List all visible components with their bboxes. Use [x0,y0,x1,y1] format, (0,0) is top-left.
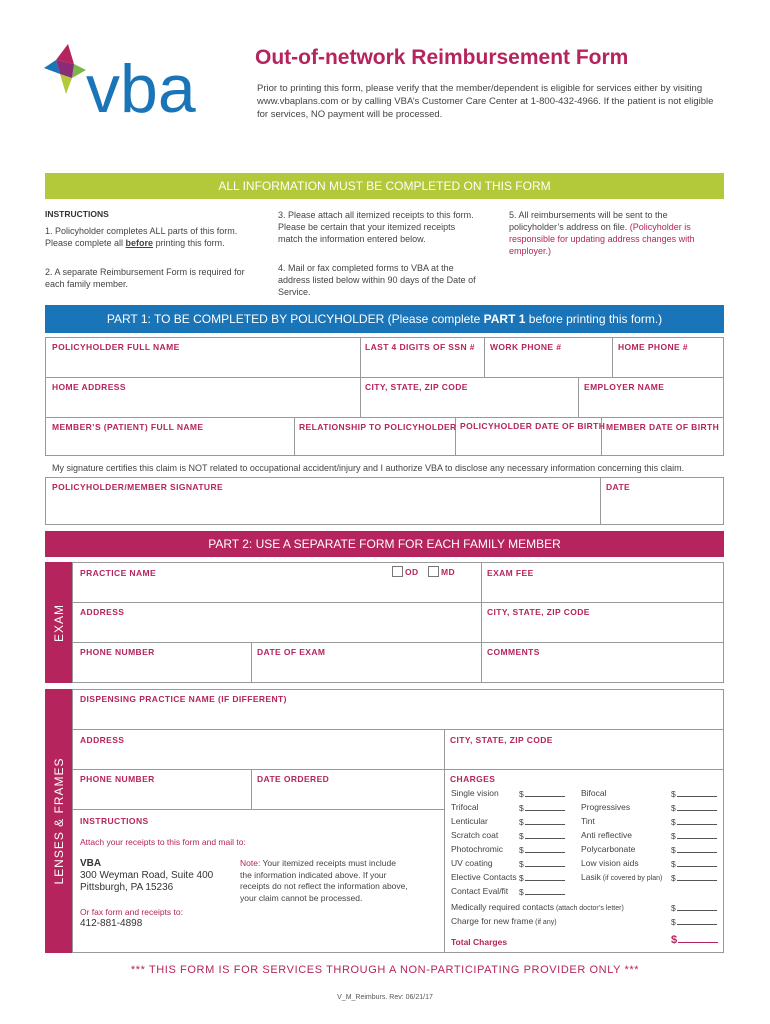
part1-grid [45,337,724,456]
md-checkbox[interactable]: MD [428,566,455,577]
charge-amount[interactable]: $ [671,858,717,869]
charge-label: Photochromic [451,844,503,854]
date-of-exam-field[interactable]: DATE OF EXAM [257,647,326,657]
instruction-2: 2. A separate Reimbursement Form is required for each family member. [45,267,245,289]
practice-name-field[interactable]: PRACTICE NAME [80,568,157,578]
member-name-field[interactable]: MEMBER’S (PATIENT) FULL NAME [52,422,204,432]
charge-amount[interactable]: $ [519,844,565,855]
member-dob-field[interactable]: MEMBER DATE OF BIRTH [606,422,720,432]
instruction-1: 1. Policyholder completes ALL parts of this form. Please complete all before printing this form. [45,226,238,248]
intro-text: Prior to printing this form, please verify that the member/dependent is eligible for services either by visiting www.vbaplans.com or by calling VBA’s Customer Care Center at 1-800-432-4966. If the patient is not eligible for services, NO payment will be processed. [257,83,714,120]
signature-field[interactable]: POLICYHOLDER/MEMBER SIGNATURE [52,482,224,492]
relationship-field[interactable]: RELATIONSHIP TO POLICYHOLDER [299,422,457,432]
medically-required-amount[interactable]: $ [671,902,717,913]
page-title: Out-of-network Reimbursement Form [255,46,629,69]
charge-amount[interactable]: $ [519,788,565,799]
date-ordered-field[interactable]: DATE ORDERED [257,774,330,784]
charge-amount[interactable]: $ [671,830,717,841]
charge-amount[interactable]: $ [519,886,565,897]
exam-phone-field[interactable]: PHONE NUMBER [80,647,155,657]
charge-label: Progressives [581,802,631,812]
charge-amount[interactable]: $ [671,788,717,799]
medically-required-label: Medically required contacts (attach doctor’s letter) [451,902,624,912]
charge-amount[interactable]: $ [671,816,717,827]
work-phone-field[interactable]: WORK PHONE # [490,342,562,352]
total-charges-label: Total Charges [451,937,508,947]
charge-label: Single vision [451,788,499,798]
charge-amount[interactable]: $ [671,802,717,813]
part2-banner: PART 2: USE A SEPARATE FORM FOR EACH FAMILY MEMBER [45,531,724,557]
charges-heading: CHARGES [450,774,496,784]
lasik-amount[interactable]: $ [671,872,717,883]
total-charges-amount[interactable]: $ [671,934,718,946]
charge-amount[interactable]: $ [519,802,565,813]
lenses-city-field[interactable]: CITY, STATE, ZIP CODE [450,735,553,745]
charge-label: Bifocal [581,788,607,798]
footer-notice: *** THIS FORM IS FOR SERVICES THROUGH A NON-PARTICIPATING PROVIDER ONLY *** [130,964,640,976]
instruction-4: 4. Mail or fax completed forms to VBA at the address listed below within 90 days of the Date of Service. [278,263,476,297]
charge-amount[interactable]: $ [519,830,565,841]
charge-label: Scratch coat [451,830,499,840]
lenses-instructions-heading: INSTRUCTIONS [80,816,149,826]
policyholder-dob-field[interactable]: POLICYHOLDER DATE OF BIRTH [460,421,606,431]
star-icon [44,44,86,94]
instruction-3: 3. Please attach all itemized receipts to this form. Please be certain that your itemized receipts match the information entered below. [278,210,474,244]
certification-text: My signature certifies this claim is NOT related to occupational accident/injury and I authorize VBA to disclose any necessary information concerning this claim. [52,463,685,473]
fax-label: Or fax form and receipts to: [80,907,183,917]
receipts-note: Note: Your itemized receipts must include the information indicated above. If your receipts do not reflect the information above, your claim cannot be processed. [240,858,408,903]
exam-grid [72,562,724,683]
exam-fee-field[interactable]: EXAM FEE [487,568,534,578]
charge-amount[interactable]: $ [519,872,565,883]
form-code: V_M_Reimburs. Rev: 06/21/17 [337,994,433,1001]
charge-label: Tint [581,816,595,826]
home-address-field[interactable]: HOME ADDRESS [52,382,126,392]
charge-amount[interactable]: $ [519,816,565,827]
attach-receipts-text: Attach your receipts to this form and mail to: [80,837,246,847]
home-phone-field[interactable]: HOME PHONE # [618,342,688,352]
new-frame-label: Charge for new frame (if any) [451,916,557,926]
date-field[interactable]: DATE [606,482,631,492]
charge-amount[interactable]: $ [671,844,717,855]
instruction-5: 5. All reimbursements will be sent to the policyholder’s address on file. (Policyholder is responsible for updating address changes with employer.) [509,210,695,256]
exam-side-label: EXAM [45,562,72,683]
vba-address-2: Pittsburgh, PA 15236 [80,882,174,893]
charge-label: Contact Eval/fit [451,886,509,896]
exam-city-field[interactable]: CITY, STATE, ZIP CODE [487,607,590,617]
part1-banner: PART 1: TO BE COMPLETED BY POLICYHOLDER (Please complete PART 1 before printing this form.) [45,305,724,333]
instructions-heading: INSTRUCTIONS [45,209,109,219]
charge-label: Low vision aids [581,858,639,868]
new-frame-amount[interactable]: $ [671,916,717,927]
charge-label: Anti reflective [581,830,633,840]
charge-label: Elective Contacts [451,872,517,882]
all-info-banner: ALL INFORMATION MUST BE COMPLETED ON THIS FORM [45,173,724,199]
lenses-phone-field[interactable]: PHONE NUMBER [80,774,155,784]
lenses-frames-side-label: LENSES & FRAMES [45,689,72,953]
charge-label: UV coating [451,858,493,868]
charge-label: Trifocal [451,802,479,812]
city-state-zip-field[interactable]: CITY, STATE, ZIP CODE [365,382,468,392]
ssn-field[interactable]: LAST 4 DIGITS OF SSN # [365,342,475,352]
vba-name: VBA [80,858,102,869]
charge-label: Polycarbonate [581,844,636,854]
charge-amount[interactable]: $ [519,858,565,869]
employer-name-field[interactable]: EMPLOYER NAME [584,382,665,392]
policyholder-name-field[interactable]: POLICYHOLDER FULL NAME [52,342,180,352]
dispensing-practice-field[interactable]: DISPENSING PRACTICE NAME (IF DIFFERENT) [80,694,287,704]
fax-number: 412-881-4898 [80,918,143,929]
vba-logo [38,42,248,122]
exam-address-field[interactable]: ADDRESS [80,607,125,617]
lenses-address-field[interactable]: ADDRESS [80,735,125,745]
vba-address-1: 300 Weyman Road, Suite 400 [80,870,214,881]
charge-label: Lenticular [451,816,488,826]
lasik-label: Lasik (if covered by plan) [581,872,663,882]
logo-text: vba [86,51,196,122]
comments-field[interactable]: COMMENTS [487,647,540,657]
od-checkbox[interactable]: OD [392,566,419,577]
